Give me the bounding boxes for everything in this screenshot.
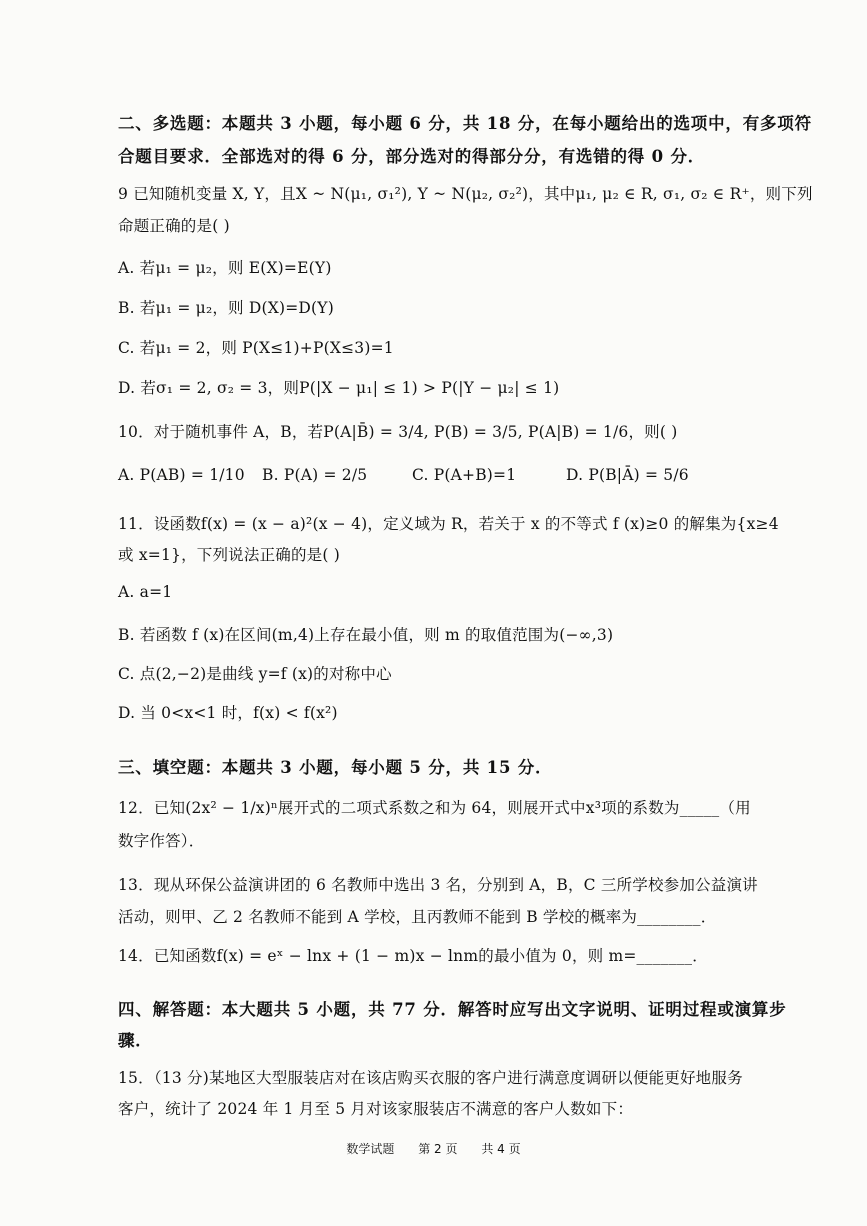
section2-header-line2: 合题目要求．全部选对的得 6 分，部分选对的得部分分，有选错的得 0 分．	[118, 147, 706, 166]
q9-option-c: C. 若μ₁ = 2，则 P(X≤1)+P(X≤3)=1	[118, 339, 394, 357]
q11-option-d: D. 当 0<x<1 时，f(x) < f(x²)	[118, 704, 338, 722]
q11-stem-line2: 或 x=1}，下列说法正确的是( )	[118, 546, 341, 564]
q11-option-a: A. a=1	[118, 583, 173, 601]
section3-header: 三、填空题：本题共 3 小题，每小题 5 分，共 15 分．	[118, 758, 553, 777]
footer-page-number: 第 2 页	[418, 1142, 458, 1156]
section2-header-line1: 二、多选题：本题共 3 小题，每小题 6 分，共 18 分，在每小题给出的选项中，有多项符	[118, 114, 812, 133]
q10-option-c: C. P(A+B)=1	[412, 466, 517, 484]
footer-total-pages: 共 4 页	[481, 1142, 521, 1156]
q15-stem-line2: 客户，统计了 2024 年 1 月至 5 月对该家服装店不满意的客户人数如下：	[118, 1100, 634, 1118]
q9-option-b: B. 若μ₁ = μ₂，则 D(X)=D(Y)	[118, 299, 334, 317]
q10-option-d: D. P(B|Ā) = 5/6	[566, 466, 689, 484]
section4-header-line2: 骤．	[118, 1031, 153, 1050]
page-footer	[0, 1140, 867, 1157]
q9-stem-line1: 9 已知随机变量 X, Y，且X ~ N(μ₁, σ₁²), Y ~ N(μ₂, σ₂²)，其中μ₁, μ₂ ∈ R, σ₁, σ₂ ∈ R⁺，则下列	[118, 185, 813, 203]
q14-stem: 14．已知函数f(x) = eˣ − lnx + (1 − m)x − lnm的最小值为 0，则 m=_______．	[118, 947, 708, 965]
q15-stem-line1: 15．（13 分)某地区大型服装店对在该店购买衣服的客户进行满意度调研以便能更好地服务	[118, 1069, 743, 1087]
q13-stem-line1: 13．现从环保公益演讲团的 6 名教师中选出 3 名，分别到 A，B，C 三所学校参加公益演讲	[118, 876, 758, 894]
q10-option-a: A. P(AB) = 1/10	[118, 466, 245, 484]
q9-option-a: A. 若μ₁ = μ₂，则 E(X)=E(Y)	[118, 259, 332, 277]
q13-stem-line2: 活动，则甲、乙 2 名教师不能到 A 学校，且丙教师不能到 B 学校的概率为________．	[118, 908, 717, 926]
q11-option-b: B. 若函数 f (x)在区间(m,4)上存在最小值，则 m 的取值范围为(−∞,3)	[118, 626, 614, 644]
q10-stem: 10．对于随机事件 A，B，若P(A|B̄) = 3/4, P(B) = 3/5, P(A|B) = 1/6，则( )	[118, 423, 678, 441]
footer-subject: 数学试题	[346, 1142, 395, 1156]
q10-option-b: B. P(A) = 2/5	[262, 466, 368, 484]
q9-option-d: D. 若σ₁ = 2, σ₂ = 3，则P(|X − μ₁| ≤ 1) > P(|Y − μ₂| ≤ 1)	[118, 379, 560, 397]
q11-stem-line1: 11．设函数f(x) = (x − a)²(x − 4)，定义域为 R，若关于 x 的不等式 f (x)≥0 的解集为{x≥4	[118, 515, 779, 533]
q12-stem-line1: 12．已知(2x² − 1/x)ⁿ展开式的二项式系数之和为 64，则展开式中x³项的系数为_____（用	[118, 799, 751, 817]
q12-stem-line2: 数字作答）．	[118, 832, 205, 850]
section4-header-line1: 四、解答题：本大题共 5 小题，共 77 分．解答时应写出文字说明、证明过程或演算步	[118, 1000, 787, 1019]
q11-option-c: C. 点(2,−2)是曲线 y=f (x)的对称中心	[118, 665, 392, 683]
q9-stem-line2: 命题正确的是( )	[118, 217, 230, 235]
